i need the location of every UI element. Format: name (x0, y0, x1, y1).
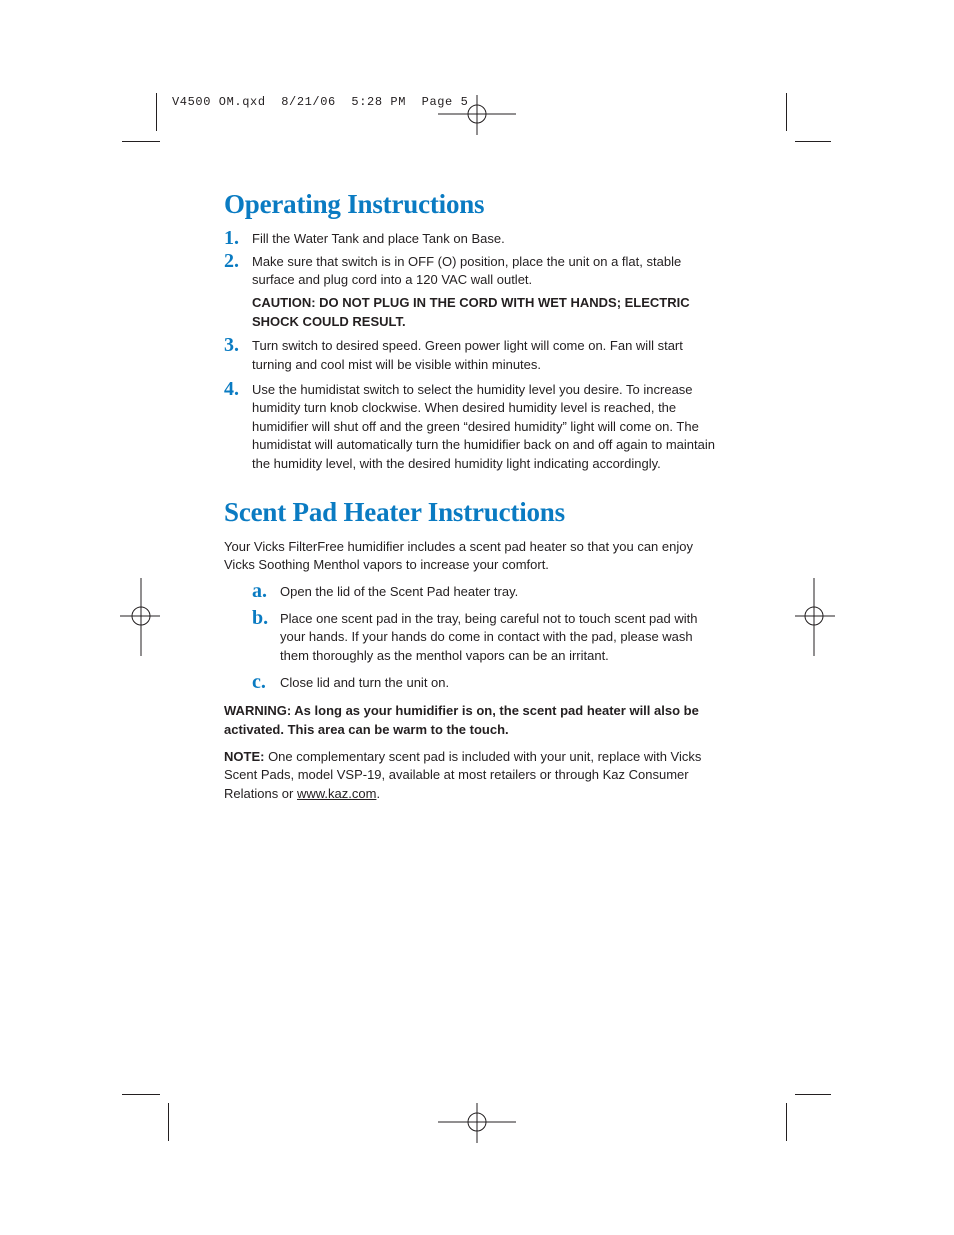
crop-mark (786, 93, 787, 131)
step-number: 4. (224, 377, 239, 400)
note-end: . (376, 786, 381, 802)
crop-mark (122, 141, 160, 142)
step-text: Open the lid of the Scent Pad heater tray. (280, 584, 519, 600)
crop-mark (795, 141, 831, 142)
caution-text: CAUTION: DO NOT PLUG IN THE CORD WITH WET HANDS; ELECTRIC SHOCK COULD RESULT. (252, 294, 690, 329)
crop-mark (122, 1094, 160, 1095)
scent-steps (224, 580, 724, 693)
step-text: Make sure that switch is in OFF (O) position, place the unit on a flat, stable surface and plug cord into a 120 VAC wall outlet. (252, 253, 682, 288)
note-label: NOTE: (224, 748, 265, 764)
page-content (224, 188, 724, 804)
crop-mark (795, 1094, 831, 1095)
step-text: Place one scent pad in the tray, being careful not to touch scent pad with your hands. If your hands do come in contact with the pad, please wash them thoroughly as the menthol vapors can be an irritant. (280, 610, 698, 663)
step-letter: a. (252, 580, 267, 603)
step-text: Turn switch to desired speed. Green power light will come on. Fan will start turning and cool mist will be visible within minutes. (252, 338, 683, 372)
list-item (224, 334, 724, 374)
registration-mark-icon (120, 578, 160, 656)
warning-text: WARNING: As long as your humidifier is on, the scent pad heater will also be activated. This area can be warm to the touch. (224, 703, 699, 737)
operating-steps (224, 227, 724, 474)
note-paragraph (224, 748, 714, 804)
step-text: Fill the Water Tank and place Tank on Base. (252, 231, 505, 246)
list-item (252, 606, 724, 666)
crop-mark (156, 93, 157, 131)
list-item (252, 670, 724, 693)
list-item (224, 249, 724, 290)
step-number: 2. (224, 249, 239, 272)
registration-mark-icon (438, 95, 516, 135)
step-text: Close lid and turn the unit on. (280, 674, 450, 690)
list-item (224, 377, 724, 474)
list-item (224, 227, 724, 249)
step-letter: c. (252, 670, 266, 693)
step-text: Use the humidistat switch to select the humidity level you desire. To increase humidity turn knob clockwise. When desired humidity level is reached, the humidifier will shut off and the green “desired humidity” light will come on. The humidistat will automatically turn the humidifier back on and off again to maintain the humidity level, with the desired humidity light indicating accordingly. (252, 381, 715, 471)
step-number: 1. (224, 227, 239, 249)
list-item (252, 580, 724, 603)
step-letter: b. (252, 606, 269, 629)
scent-pad-heading: Scent Pad Heater Instructions (224, 496, 565, 527)
crop-mark (786, 1103, 787, 1141)
print-slug: V4500 OM.qxd 8/21/06 5:28 PM Page 5 (172, 95, 469, 109)
crop-mark (168, 1103, 169, 1141)
operating-instructions-heading: Operating Instructions (224, 189, 485, 219)
registration-mark-icon (795, 578, 835, 656)
kaz-website-link[interactable]: www.kaz.com (296, 786, 377, 802)
scent-intro: Your Vicks FilterFree humidifier includes a scent pad heater so that you can enjoy Vicks Soothing Menthol vapors to increase your comfort. (224, 538, 693, 573)
note-text: One complementary scent pad is included with your unit, replace with Vicks Scent Pads, model VSP-19, available at most retailers or through Kaz Consumer Relations or (224, 748, 702, 802)
registration-mark-icon (438, 1103, 516, 1143)
step-number: 3. (224, 334, 239, 357)
